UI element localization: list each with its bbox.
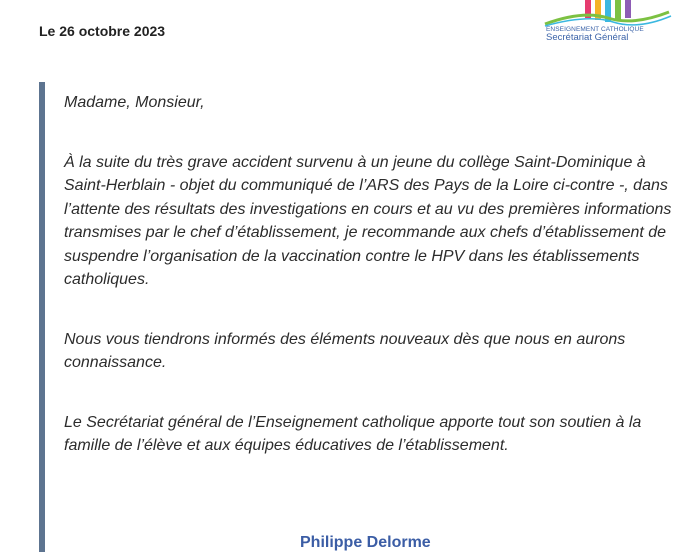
paragraph-updates: Nous vous tiendrons informés des éléments nouveaux dès que nous en aurons connaissance. <box>64 330 626 371</box>
letter-date: Le 26 octobre 2023 <box>39 23 166 39</box>
logo-organization-name: ENSEIGNEMENT CATHOLIQUE <box>546 26 644 33</box>
enseignement-catholique-logo <box>543 0 673 44</box>
salutation: Madame, Monsieur, <box>64 94 205 111</box>
signature: Philippe Delorme <box>300 534 431 551</box>
paragraph-announcement: À la suite du très grave accident survenu à un jeune du collège Saint-Dominique à Saint-Herblain - objet du communiqué de l’ARS des Pays de la Loire ci-contre -, dans l’attente des résultats des investigations en cours et au vu des premières informations transmises par le chef d’établissement, je recommande aux chefs d’établissement de suspendre l’organisation de la vaccination contre le HPV dans les établissements catholiques. <box>64 153 672 288</box>
paragraph-support: Le Secrétariat général de l’Enseignement catholique apporte tout son soutien à la famille de l’élève et aux équipes éducatives de l’établissement. <box>64 413 642 454</box>
logo-department-name: Secrétariat Général <box>546 32 629 43</box>
letter-body <box>64 91 674 494</box>
quote-bar <box>39 82 45 552</box>
logo-graphic-icon <box>543 0 673 28</box>
